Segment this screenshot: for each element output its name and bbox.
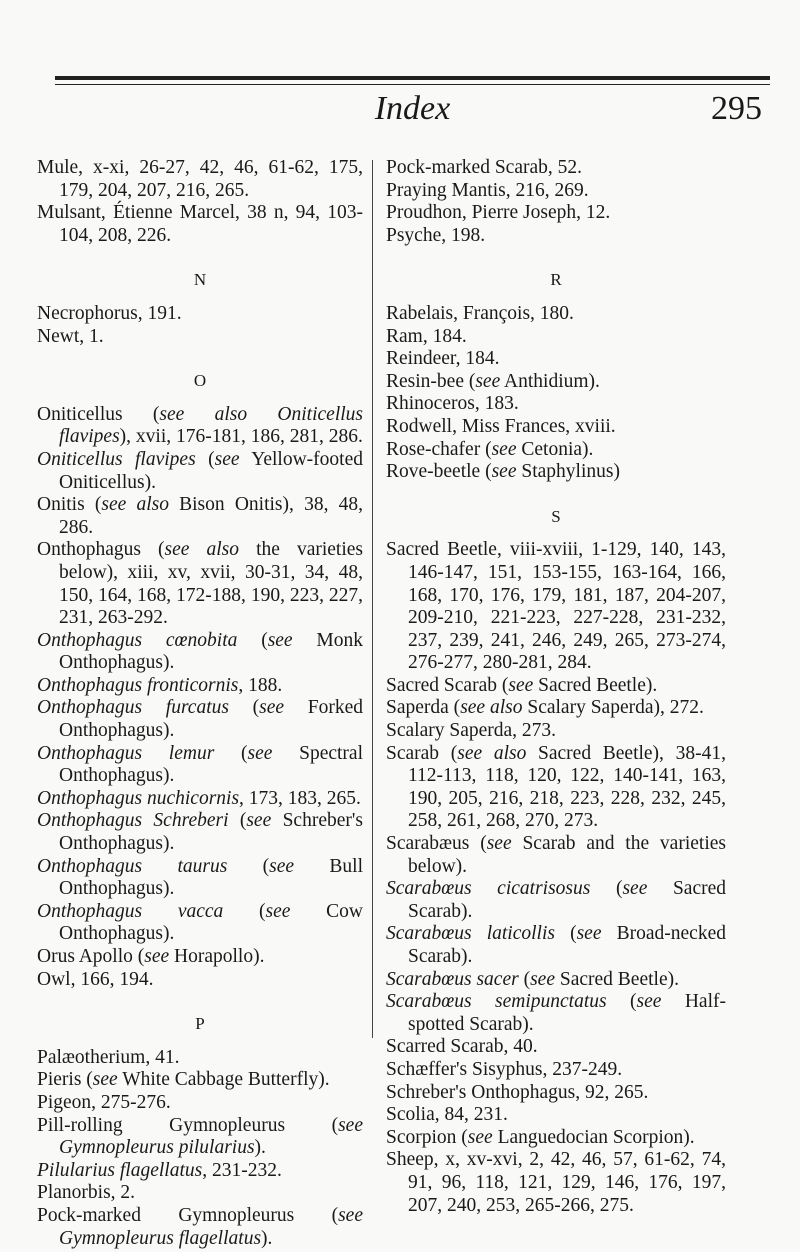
index-entry: Owl, 166, 194. xyxy=(37,968,154,990)
index-entry: Scarabœus semipunctatus (see Half-spotted Scarab). xyxy=(386,991,726,1035)
index-entry: Onthophagus vacca (see Cow Onthophagus). xyxy=(37,900,364,945)
index-entry: Sacred Scarab (see Sacred Beetle). xyxy=(386,674,658,696)
index-entry: Ram, 184. xyxy=(386,325,467,347)
index-entry: Scarabœus sacer (see Sacred Beetle). xyxy=(386,968,679,990)
index-entry: Onthophagus lemur (see Spectral Onthophagus). xyxy=(37,742,363,787)
index-entry: Reindeer, 184. xyxy=(386,348,500,370)
index-entry: Necrophorus, 191. xyxy=(37,302,182,324)
index-entry: Orus Apollo (see Horapollo). xyxy=(37,946,265,967)
index-entry: Planorbis, 2. xyxy=(37,1182,136,1204)
left-column xyxy=(37,157,363,1250)
index-entry: Onthophagus Schreberi (see Schreber's Onthophagus). xyxy=(37,810,363,855)
index-entry: Rodwell, Miss Frances, xviii. xyxy=(386,415,616,437)
index-entry: Pigeon, 275-276. xyxy=(37,1091,171,1113)
index-entry: Scarabæus (see Scarab and the varieties below). xyxy=(386,833,726,877)
section-letter-n: N xyxy=(193,270,207,290)
index-entry: Schæffer's Sisyphus, 237-249. xyxy=(386,1058,623,1080)
index-entry: Saperda (see also Scalary Saperda), 272. xyxy=(386,697,704,719)
index-entry: Onthophagus fronticornis, 188. xyxy=(37,674,283,696)
section-letter-o: O xyxy=(193,371,207,391)
index-entry: Onthophagus furcatus (see Forked Onthophagus). xyxy=(37,697,363,742)
index-entry: Rhinoceros, 183. xyxy=(386,393,519,415)
index-entry: Scalary Saperda, 273. xyxy=(386,720,557,742)
index-entry: Sacred Beetle, viii-xviii, 1-129, 140, 143, 146-147, 151, 153-155, 163-164, 166, 168, 170, 176, 179, 181, 187, 204-207, 209-210, 221-223, 227-228, 231-232, 237, 239, 241, 246, 249, 265, 273-274, 276-277, 280-281, 284. xyxy=(386,539,726,674)
index-entry: Scorpion (see Languedocian Scorpion). xyxy=(386,1126,695,1148)
index-entry: Schreber's Onthophagus, 92, 265. xyxy=(386,1081,649,1103)
section-letter-s: S xyxy=(551,506,561,526)
index-entry: Oniticellus (see also Oniticellus flavipes), xvii, 176-181, 186, 281, 286. xyxy=(37,403,363,448)
header-rule-thick xyxy=(55,76,770,80)
index-entry: Mulsant, Étienne Marcel, 38 n, 94, 103-104, 208, 226. xyxy=(37,202,363,246)
index-entry: Pieris (see White Cabbage Butterfly). xyxy=(37,1069,330,1091)
section-letter-r: R xyxy=(550,270,562,290)
index-entry: Onthophagus taurus (see Bull Onthophagus). xyxy=(37,855,364,900)
index-entry: Proudhon, Pierre Joseph, 12. xyxy=(386,202,611,224)
index-entry: Scolia, 84, 231. xyxy=(386,1104,508,1126)
index-entry: Scarabœus laticollis (see Broad-necked Scarab). xyxy=(386,923,726,967)
index-entry: Onthophagus cœnobita (see Monk Onthophagus). xyxy=(37,629,363,674)
index-entry: Pock-marked Scarab, 52. xyxy=(386,157,583,178)
index-entry: Rove-beetle (see Staphylinus) xyxy=(386,461,620,483)
index-entry: Resin-bee (see Anthidium). xyxy=(386,370,600,392)
index-entry: Sheep, x, xv-xvi, 2, 42, 46, 57, 61-62, 74, 91, 96, 118, 121, 129, 146, 176, 197, 207, 240, 253, 265-266, 275. xyxy=(386,1149,726,1216)
page-header xyxy=(55,90,770,142)
section-letter-p: P xyxy=(195,1014,205,1034)
page-number: 295 xyxy=(711,90,762,127)
index-entry: Onitis (see also Bison Onitis), 38, 48, 286. xyxy=(37,494,363,538)
column-divider xyxy=(372,160,373,1038)
index-entry: Scarab (see also Sacred Beetle), 38-41, 112-113, 118, 120, 122, 140-141, 163, 190, 205, 216, 218, 223, 228, 232, 245, 258, 261, 268, 270, 273. xyxy=(386,742,726,832)
index-entry: Onthophagus (see also the varieties below), xiii, xv, xvii, 30-31, 34, 48, 150, 164, 168, 172-188, 190, 223, 227, 231, 263-292. xyxy=(37,539,363,629)
index-entry: Oniticellus flavipes (see Yellow-footed Oniticellus). xyxy=(37,448,363,493)
index-entry: Mule, x-xi, 26-27, 42, 46, 61-62, 175, 179, 204, 207, 216, 265. xyxy=(37,157,363,201)
index-entry: Scarred Scarab, 40. xyxy=(386,1036,538,1058)
page-title: Index xyxy=(374,90,451,127)
index-entry: Scarabœus cicatrisosus (see Sacred Scarab). xyxy=(386,878,727,922)
index-entry: Palæotherium, 41. xyxy=(37,1046,180,1068)
index-entry: Pill-rolling Gymnopleurus (see Gymnopleurus pilularius). xyxy=(37,1114,363,1159)
right-column xyxy=(386,157,726,1217)
index-entry: Onthophagus nuchicornis, 173, 183, 265. xyxy=(37,787,361,809)
index-entry: Pock-marked Gymnopleurus (see Gymnopleurus flagellatus). xyxy=(37,1204,363,1249)
index-entry: Praying Mantis, 216, 269. xyxy=(386,179,589,201)
index-entry: Psyche, 198. xyxy=(386,224,486,246)
index-entry: Newt, 1. xyxy=(37,325,104,347)
index-entry: Rose-chafer (see Cetonia). xyxy=(386,438,594,460)
index-entry: Pilularius flagellatus, 231-232. xyxy=(37,1159,282,1181)
header-rule-thin xyxy=(55,84,770,85)
index-entry: Rabelais, François, 180. xyxy=(386,302,574,324)
